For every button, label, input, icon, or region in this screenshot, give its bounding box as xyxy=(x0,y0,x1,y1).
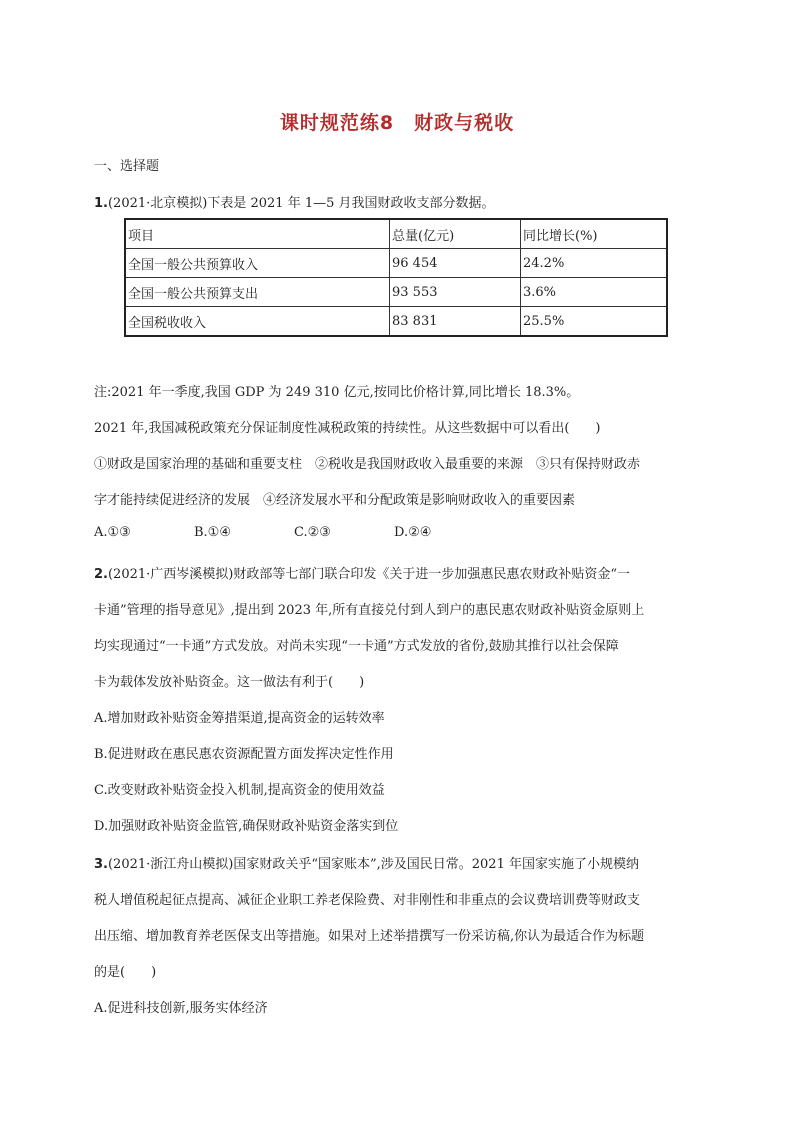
table-cell: 25.5% xyxy=(521,307,668,337)
page-title: 课时规范练8 财政与税收 xyxy=(279,112,515,134)
table-cell: 全国一般公共预算支出 xyxy=(125,278,390,307)
table-header-row xyxy=(125,219,667,249)
table-cell: 24.2% xyxy=(521,249,668,278)
q3-option-a[interactable]: A.促进科技创新,服务实体经济 xyxy=(94,1001,268,1016)
q2-line3: 均实现通过“一卡通”方式发放。对尚未实现“一卡通”方式发放的省份,鼓励其推行以社会保障 xyxy=(94,639,619,654)
q2-line2: 卡通”管理的指导意见》,提出到 2023 年,所有直接兑付到人到户的惠民惠农财政补贴资金原则上 xyxy=(94,603,645,618)
table-cell: 96 454 xyxy=(390,249,521,278)
table-row xyxy=(125,278,667,307)
q2-number: 2. xyxy=(94,567,108,582)
q1-statements-line2: 字才能持续促进经济的发展 ④经济发展水平和分配政策是影响财政收入的重要因素 xyxy=(94,493,576,508)
q1-note: 注:2021 年一季度,我国 GDP 为 249 310 亿元,按同比价格计算,同比增长 18.3%。 xyxy=(94,385,580,400)
q1-statements-line1: ①财政是国家治理的基础和重要支柱 ②税收是我国财政收入最重要的来源 ③只有保持财政赤 xyxy=(94,457,641,472)
q2-option-d[interactable]: D.加强财政补贴资金监管,确保财政补贴资金落实到位 xyxy=(94,819,399,834)
table-row xyxy=(125,307,667,337)
q1-stem-text: (2021·北京模拟)下表是 2021 年 1—5 月我国财政收支部分数据。 xyxy=(107,196,495,211)
q1-number: 1. xyxy=(94,196,108,211)
table-cell: 全国税收收入 xyxy=(125,307,390,337)
q1-stem xyxy=(94,192,495,211)
q2-option-b[interactable]: B.促进财政在惠民惠农资源配置方面发挥决定性作用 xyxy=(94,747,394,762)
table-header-cell: 同比增长(%) xyxy=(521,219,668,249)
q2-option-a[interactable]: A.增加财政补贴资金筹措渠道,提高资金的运转效率 xyxy=(94,711,385,726)
q3-line1 xyxy=(94,853,639,872)
q1-options xyxy=(94,525,494,540)
q3-line1-text: (2021·浙江舟山模拟)国家财政关乎“国家账本”,涉及国民日常。2021 年国家实施了小规模纳 xyxy=(107,857,639,872)
q3-line3: 出压缩、增加教育养老医保支出等措施。如果对上述举措撰写一份采访稿,你认为最适合作为标题 xyxy=(94,929,645,944)
q1-question: 2021 年,我国减税政策充分保证制度性减税政策的持续性。从这些数据中可以看出( ) xyxy=(94,421,601,436)
q2-line1-text: (2021·广西岑溪模拟)财政部等七部门联合印发《关于进一步加强惠民惠农财政补贴资金“一 xyxy=(107,567,630,582)
table-row xyxy=(125,249,667,278)
section-heading: 一、选择题 xyxy=(94,159,160,174)
table-header-cell: 项目 xyxy=(125,219,390,249)
table-cell: 93 553 xyxy=(390,278,521,307)
q3-number: 3. xyxy=(94,857,108,872)
q1-option-c[interactable]: C.②③ xyxy=(294,525,331,540)
q3-line2: 税人增值税起征点提高、减征企业职工养老保险费、对非刚性和非重点的会议费培训费等财政支 xyxy=(94,893,641,908)
q2-line4: 卡为载体发放补贴资金。这一做法有利于( ) xyxy=(94,675,365,690)
q2-option-c[interactable]: C.改变财政补贴资金投入机制,提高资金的使用效益 xyxy=(94,783,385,798)
q1-option-a[interactable]: A.①③ xyxy=(94,525,131,540)
table-header-cell: 总量(亿元) xyxy=(390,219,521,249)
q2-line1 xyxy=(94,563,630,582)
finance-table xyxy=(124,218,668,337)
table-cell: 83 831 xyxy=(390,307,521,337)
q3-line4: 的是( ) xyxy=(94,965,157,980)
q1-option-d[interactable]: D.②④ xyxy=(394,525,432,540)
table-cell: 全国一般公共预算收入 xyxy=(125,249,390,278)
q1-option-b[interactable]: B.①④ xyxy=(194,525,231,540)
table-cell: 3.6% xyxy=(521,278,668,307)
